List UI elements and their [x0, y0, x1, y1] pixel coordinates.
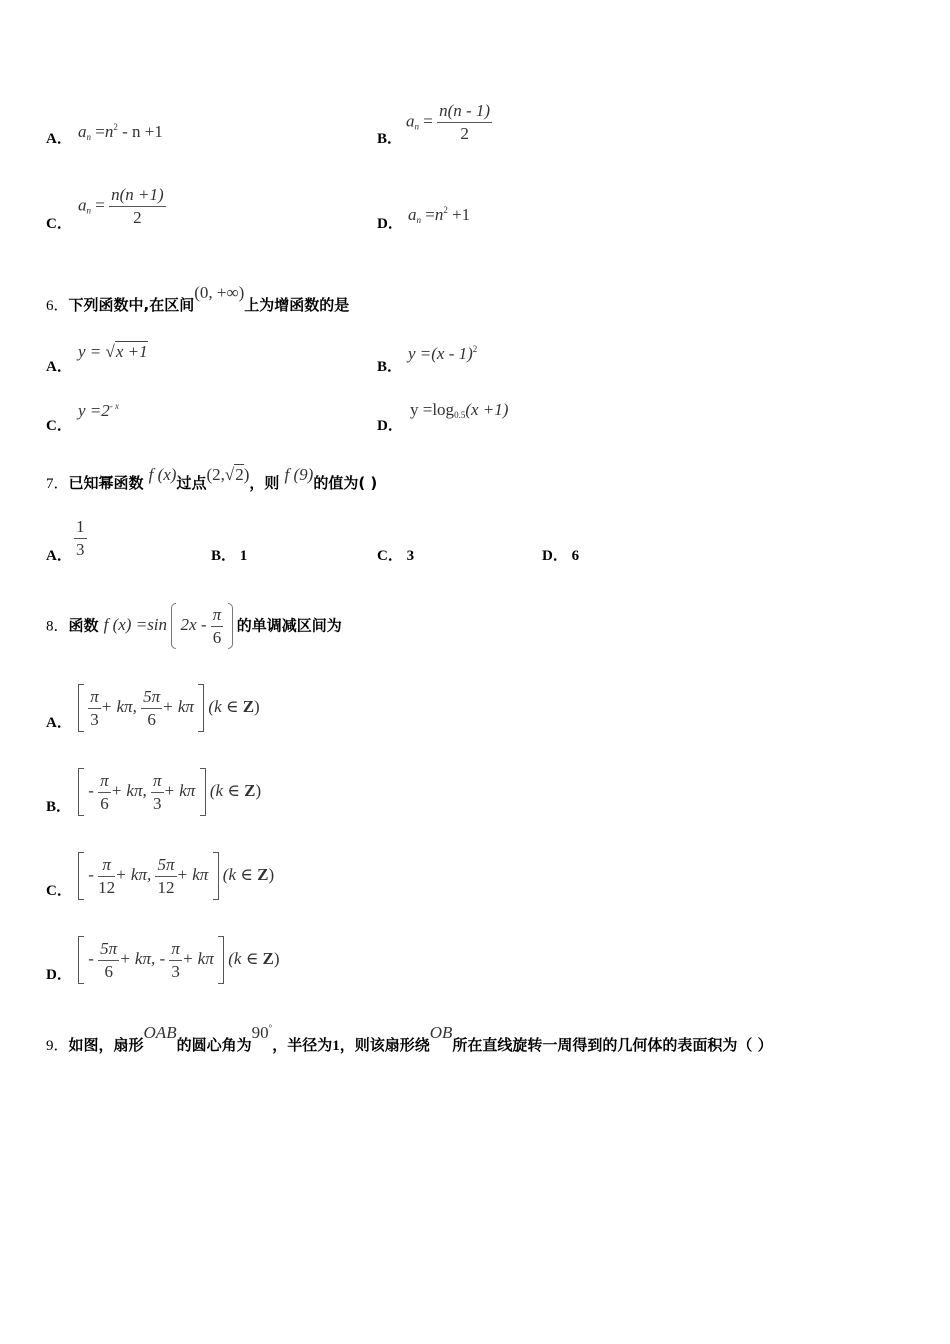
q8-option-c-label: C．	[46, 883, 72, 899]
q5-option-b-formula: $a_n$ = $\frac{n(n - 1)}{2}$	[406, 101, 491, 143]
q8-option-c-formula: - $\frac{\pi}{12}$ + kπ, $\frac{5\pi}{12}$ + kπ (k ∈ Z)	[78, 852, 274, 900]
q6-option-a-label: A．	[46, 359, 72, 375]
q8-option-a-label: A．	[46, 715, 72, 731]
q7-option-d: D． 6	[542, 548, 580, 564]
q5-option-d-label: D．	[377, 216, 403, 232]
q8-option-d-formula: - $\frac{5\pi}{6}$ + kπ, - $\frac{\pi}{3}$ + kπ (k ∈ Z)	[78, 936, 280, 984]
q6-option-c-label: C．	[46, 418, 72, 434]
q5-option-d-formula: $a_n =n^2 +1$	[408, 205, 471, 225]
q6-option-a-formula: y = √x +1	[78, 342, 148, 361]
q8-option-b-label: B．	[46, 799, 72, 815]
q6-stem: 6．下列函数中,在区间(0, +∞)上为增函数的是	[46, 283, 350, 314]
q7-stem: 7．已知幂函数 f (x)过点(2,√2)，则 f (9)的值为( )	[46, 465, 378, 492]
q7-option-b: B． 1	[211, 548, 248, 564]
q5-option-c-formula: $a_n$ = $\frac{n(n +1)}{2}$	[78, 185, 164, 227]
q6-option-d-formula: $y =\log_{0.5}(x +1)$	[410, 400, 509, 420]
q5-option-c-label: C．	[46, 216, 72, 232]
q5-option-a-label: A．	[46, 131, 72, 147]
q8-option-d-label: D．	[46, 967, 72, 983]
q8-option-b-formula: - $\frac{\pi}{6}$ + kπ, $\frac{\pi}{3}$ + kπ (k ∈ Z)	[78, 768, 261, 816]
q5-option-a-formula: $a_n =n^2 - n +1$	[78, 122, 163, 142]
q8-option-a-formula: $\frac{\pi}{3}$ + kπ, $\frac{5\pi}{6}$ + kπ (k ∈ Z)	[78, 684, 260, 732]
q7-option-c: C． 3	[377, 548, 415, 564]
q9-stem: 9．如图，扇形OAB的圆心角为90°，半径为1，则该扇形绕OB所在直线旋转一周得到的几何体的表面积为（ ）	[46, 1023, 773, 1054]
q5-option-b-label: B．	[377, 131, 403, 147]
q7-option-a-label: A．	[46, 548, 72, 564]
q6-option-b-label: B．	[377, 359, 403, 375]
q6-option-d-label: D．	[377, 418, 403, 434]
q6-option-b-formula: y =(x - 1)$^2$	[408, 344, 478, 363]
q7-option-a-formula: $\frac{1}{3}$	[76, 517, 85, 559]
q6-option-c-formula: $y =2^{- x}$	[78, 401, 120, 420]
q8-stem: 8．函数 f (x) =sin 2x - $\frac{\pi}{6}$ 的单调减区间为	[46, 603, 342, 649]
